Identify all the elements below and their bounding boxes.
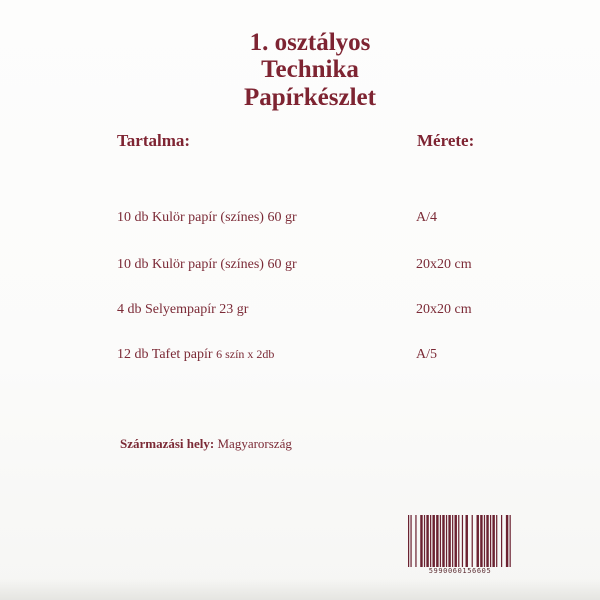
barcode-bar — [426, 515, 428, 567]
paper-fold-shadow — [0, 578, 600, 600]
title-product: Papírkészlet — [244, 84, 376, 111]
barcode-bar — [490, 515, 491, 567]
barcode-number: 5990060156605 — [428, 567, 492, 575]
barcode-bar — [408, 515, 409, 567]
item-row-4-main: 12 db Tafet papír — [117, 347, 213, 362]
size-row-4: A/5 — [416, 347, 437, 362]
barcode-bar — [424, 515, 425, 567]
barcode-bar — [440, 515, 441, 567]
barcode-bar — [492, 515, 494, 567]
barcode-bar — [458, 515, 459, 567]
barcode-bar — [410, 515, 411, 567]
title-subject: Technika — [261, 56, 359, 83]
barcode-bar — [510, 515, 511, 567]
barcode — [406, 515, 514, 569]
origin-value: Magyarország — [217, 436, 292, 451]
barcode-bar — [420, 515, 422, 567]
origin-line — [120, 436, 292, 452]
barcode-bar — [484, 515, 485, 567]
barcode-bar — [472, 515, 473, 567]
barcode-bar — [486, 515, 488, 567]
barcode-bar — [501, 515, 502, 567]
size-header: Mérete: — [417, 131, 475, 150]
item-row-2: 10 db Kulör papír (színes) 60 gr — [117, 257, 297, 272]
barcode-bar — [477, 515, 479, 567]
barcode-bar — [432, 515, 434, 567]
item-row-4 — [117, 347, 274, 363]
item-row-3: 4 db Selyempapír 23 gr — [117, 302, 249, 317]
size-row-2: 20x20 cm — [416, 257, 472, 272]
barcode-bar — [415, 515, 416, 567]
barcode-bar — [480, 515, 482, 567]
barcode-bar — [430, 515, 431, 567]
barcode-bar — [454, 515, 456, 567]
barcode-bar — [446, 515, 447, 567]
barcode-bar — [436, 515, 438, 567]
barcode-bar — [506, 515, 508, 567]
title-grade: 1. osztályos — [249, 29, 371, 56]
barcode-bar — [462, 515, 463, 567]
origin-label: Származási hely: — [120, 436, 215, 451]
item-row-1: 10 db Kulör papír (színes) 60 gr — [117, 210, 297, 225]
barcode-bar — [452, 515, 453, 567]
barcode-graphic — [406, 515, 514, 569]
barcode-bar — [466, 515, 468, 567]
barcode-bar — [448, 515, 450, 567]
barcode-bar — [442, 515, 444, 567]
size-row-3: 20x20 cm — [416, 302, 472, 317]
contents-header: Tartalma: — [117, 131, 191, 150]
barcode-bar — [496, 515, 497, 567]
size-row-1: A/4 — [416, 210, 437, 225]
item-row-4-detail: 6 szín x 2db — [216, 347, 275, 361]
